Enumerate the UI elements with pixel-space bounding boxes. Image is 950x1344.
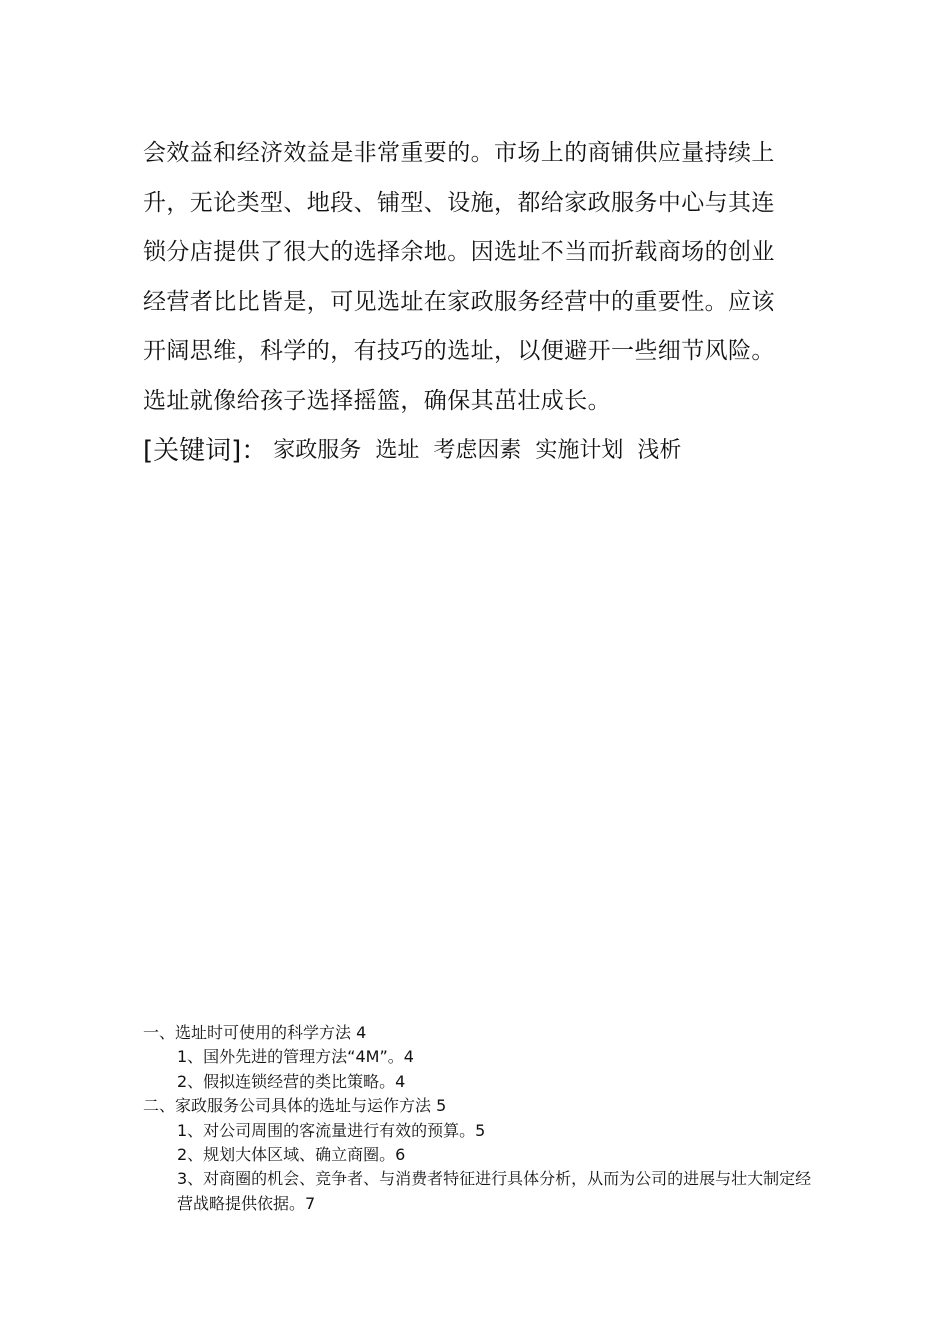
toc-entry-subsection[interactable]: 1、对公司周围的客流量进行有效的预算。5: [177, 1120, 486, 1140]
keywords-line: [143, 427, 815, 475]
body-line: 选址就像给孩子选择摇篮，确保其茁壮成长。: [143, 387, 611, 414]
body-line: 会效益和经济效益是非常重要的。市场上的商铺供应量持续上: [143, 140, 775, 166]
keyword: 家政服务: [273, 438, 362, 463]
toc-entry-section[interactable]: 一、选址时可使用的科学方法 4: [143, 1023, 367, 1042]
toc-entry-subsection[interactable]: 2、假拟连锁经营的类比策略。4: [177, 1071, 406, 1091]
keyword: 选址: [375, 438, 420, 463]
keyword: 实施计划: [535, 438, 624, 463]
keywords-label: [关键词]：: [143, 436, 268, 466]
toc-entry-section[interactable]: 二、家政服务公司具体的选址与运作方法 5: [143, 1096, 447, 1116]
body-line: 升，无论类型、地段、铺型、设施，都给家政服务中心与其连: [143, 189, 775, 216]
body-line: 锁分店提供了很大的选择余地。因选址不当而折载商场的创业: [143, 239, 775, 266]
body-line: 开阔思维，科学的，有技巧的选址，以便避开一些细节风险。: [143, 338, 775, 365]
keyword: 浅析: [637, 438, 682, 463]
body-paragraph: [143, 129, 815, 427]
toc-entry-subsection[interactable]: 3、对商圈的机会、竞争者、与消费者特征进行具体分析，从而为公司的进展与壮大制定经营战略提供依据。7: [177, 1169, 812, 1213]
toc-entry-subsection[interactable]: 2、规划大体区域、确立商圈。6: [177, 1145, 406, 1165]
keyword: 考虑因素: [433, 438, 522, 463]
table-of-contents: [143, 1021, 815, 1216]
body-line: 经营者比比皆是，可见选址在家政服务经营中的重要性。应该: [143, 288, 775, 315]
toc-entry-subsection[interactable]: 1、国外先进的管理方法“4M”。4: [177, 1047, 414, 1067]
